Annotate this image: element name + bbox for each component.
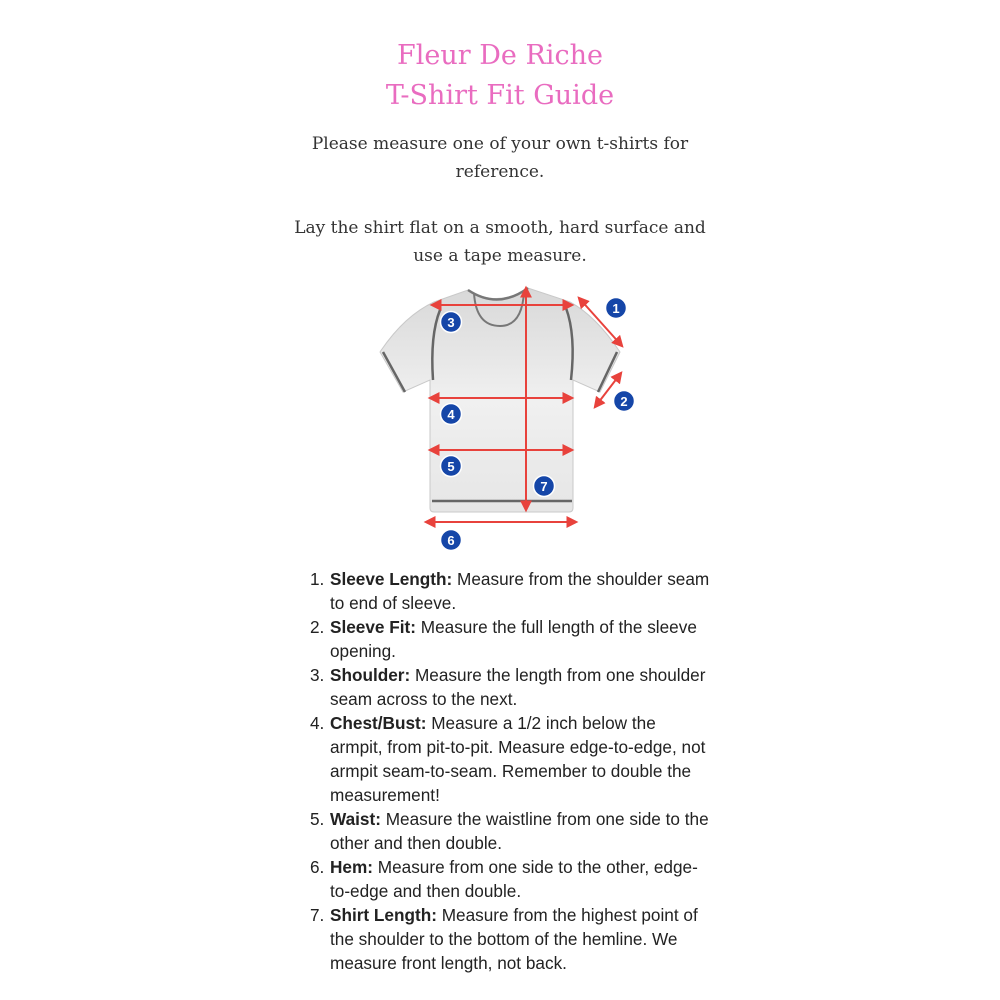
- list-item: [310, 903, 710, 975]
- badge-5: [441, 456, 462, 477]
- badge-2-label: 2: [620, 394, 628, 409]
- list-item-text: Measure the length from one shoulder seam across to the next.: [330, 665, 706, 709]
- list-item: [310, 615, 710, 663]
- list-item-label: Sleeve Fit:: [330, 617, 416, 637]
- badge-1: [606, 298, 627, 319]
- badge-3: [441, 312, 462, 333]
- intro-text-2: Lay the shirt flat on a smooth, hard surface and use a tape measure.: [294, 218, 706, 266]
- badge-7: [534, 476, 555, 497]
- list-item-number: 2.: [310, 617, 325, 637]
- list-item: [310, 663, 710, 711]
- list-item-text: Measure from the shoulder seam to end of sleeve.: [330, 569, 710, 613]
- list-item-number: 7.: [310, 905, 325, 925]
- badge-7-label: 7: [540, 479, 548, 494]
- list-item-text: Measure the full length of the sleeve opening.: [330, 617, 697, 661]
- list-item-label: Chest/Bust:: [330, 713, 427, 733]
- list-item: [310, 567, 710, 615]
- list-item-label: Hem:: [330, 857, 373, 877]
- badge-5-label: 5: [447, 459, 455, 474]
- list-item-text: Measure from the highest point of the shoulder to the bottom of the hemline. We measure front length, not back.: [330, 905, 698, 973]
- list-item-label: Shoulder:: [330, 665, 411, 685]
- list-item-number: 4.: [310, 713, 325, 733]
- list-item-text: Measure from one side to the other, edge-to-edge and then double.: [330, 857, 698, 901]
- badge-3-label: 3: [447, 315, 455, 330]
- badge-4: [441, 404, 462, 425]
- tshirt-diagram: [370, 280, 650, 560]
- list-item-label: Waist:: [330, 809, 381, 829]
- list-item-number: 5.: [310, 809, 325, 829]
- list-item: [310, 855, 710, 903]
- list-item-label: Shirt Length:: [330, 905, 437, 925]
- list-item-number: 1.: [310, 569, 325, 589]
- tshirt-diagram-svg: [370, 280, 650, 560]
- page-title: T-Shirt Fit Guide: [385, 80, 615, 111]
- badge-4-label: 4: [447, 407, 455, 422]
- measurement-steps-list: [310, 567, 710, 975]
- list-item-text: Measure a 1/2 inch below the armpit, from pit-to-pit. Measure edge-to-edge, not armpit seam-to-seam. Remember to double the measurement!: [330, 713, 706, 805]
- badge-1-label: 1: [612, 301, 620, 316]
- list-item: [310, 807, 710, 855]
- list-item-label: Sleeve Length:: [330, 569, 453, 589]
- badge-6-label: 6: [447, 533, 455, 548]
- brand-title: Fleur De Riche: [397, 40, 603, 71]
- intro-text-1: Please measure one of your own t-shirts for reference.: [311, 134, 689, 182]
- list-item-text: Measure the waistline from one side to the other and then double.: [330, 809, 709, 853]
- list-item-number: 6.: [310, 857, 325, 877]
- tshirt-shape: [380, 288, 620, 512]
- list-item: [310, 711, 710, 807]
- badge-6: [441, 530, 462, 551]
- badge-2: [614, 391, 635, 412]
- list-item-number: 3.: [310, 665, 325, 685]
